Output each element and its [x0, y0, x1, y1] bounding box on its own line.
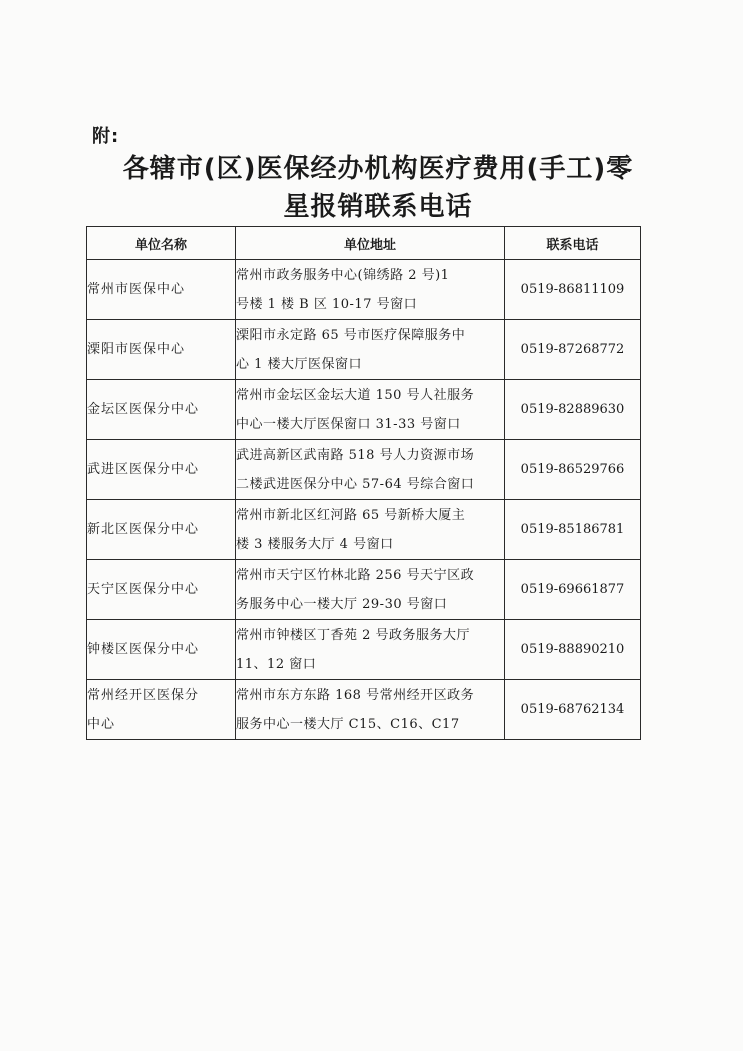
unit-phone: 0519-86529766	[505, 440, 641, 500]
table-row	[87, 680, 641, 740]
unit-address	[236, 320, 505, 380]
unit-name: 金坛区医保分中心	[87, 380, 236, 440]
unit-address	[236, 620, 505, 680]
contact-table	[86, 226, 641, 740]
unit-name-line: 常州经开区医保分	[87, 687, 200, 703]
unit-address	[236, 560, 505, 620]
unit-address	[236, 680, 505, 740]
address-line: 务服务中心一楼大厅 29-30 号窗口	[236, 596, 448, 612]
unit-phone: 0519-68762134	[505, 680, 641, 740]
unit-name: 武进区医保分中心	[87, 440, 236, 500]
unit-address	[236, 500, 505, 560]
address-line: 常州市东方东路 168 号常州经开区政务	[236, 687, 475, 703]
unit-name: 溧阳市医保中心	[87, 320, 236, 380]
unit-phone: 0519-69661877	[505, 560, 641, 620]
table-row	[87, 380, 641, 440]
unit-address	[236, 260, 505, 320]
address-line: 常州市天宁区竹林北路 256 号天宁区政	[236, 567, 475, 583]
table-row	[87, 260, 641, 320]
attachment-label: 附:	[92, 126, 120, 147]
unit-name	[87, 680, 236, 740]
unit-address	[236, 440, 505, 500]
unit-name: 常州市医保中心	[87, 260, 236, 320]
unit-phone: 0519-82889630	[505, 380, 641, 440]
unit-name: 钟楼区医保分中心	[87, 620, 236, 680]
document-title-line-2: 星报销联系电话	[283, 192, 473, 222]
address-line: 号楼 1 楼 B 区 10-17 号窗口	[236, 296, 418, 312]
address-line: 溧阳市永定路 65 号市医疗保障服务中	[236, 327, 466, 343]
table-row	[87, 320, 641, 380]
address-line: 常州市政务服务中心(锦绣路 2 号)1	[236, 267, 450, 283]
document-title-line-1: 各辖市(区)医保经办机构医疗费用(手工)零	[122, 154, 634, 184]
address-line: 楼 3 楼服务大厅 4 号窗口	[236, 536, 394, 552]
unit-phone: 0519-88890210	[505, 620, 641, 680]
address-line: 常州市钟楼区丁香苑 2 号政务服务大厅	[236, 627, 471, 643]
table-header-row	[87, 227, 641, 260]
column-header-name: 单位名称	[87, 227, 236, 260]
table-row	[87, 500, 641, 560]
address-line: 服务中心一楼大厅 C15、C16、C17	[236, 716, 460, 732]
unit-phone: 0519-86811109	[505, 260, 641, 320]
table-row	[87, 620, 641, 680]
unit-name: 天宁区医保分中心	[87, 560, 236, 620]
table-row	[87, 440, 641, 500]
address-line: 中心一楼大厅医保窗口 31-33 号窗口	[236, 416, 461, 432]
table-row	[87, 560, 641, 620]
address-line: 常州市新北区红河路 65 号新桥大厦主	[236, 507, 466, 523]
address-line: 常州市金坛区金坛大道 150 号人社服务	[236, 387, 475, 403]
address-line: 武进高新区武南路 518 号人力资源市场	[236, 447, 475, 463]
address-line: 11、12 窗口	[236, 656, 317, 672]
unit-address	[236, 380, 505, 440]
address-line: 心 1 楼大厅医保窗口	[236, 356, 363, 372]
unit-phone: 0519-85186781	[505, 500, 641, 560]
column-header-address: 单位地址	[236, 227, 505, 260]
address-line: 二楼武进医保分中心 57-64 号综合窗口	[236, 476, 475, 492]
unit-name: 新北区医保分中心	[87, 500, 236, 560]
unit-name-line: 中心	[87, 716, 116, 732]
unit-phone: 0519-87268772	[505, 320, 641, 380]
column-header-phone: 联系电话	[505, 227, 641, 260]
